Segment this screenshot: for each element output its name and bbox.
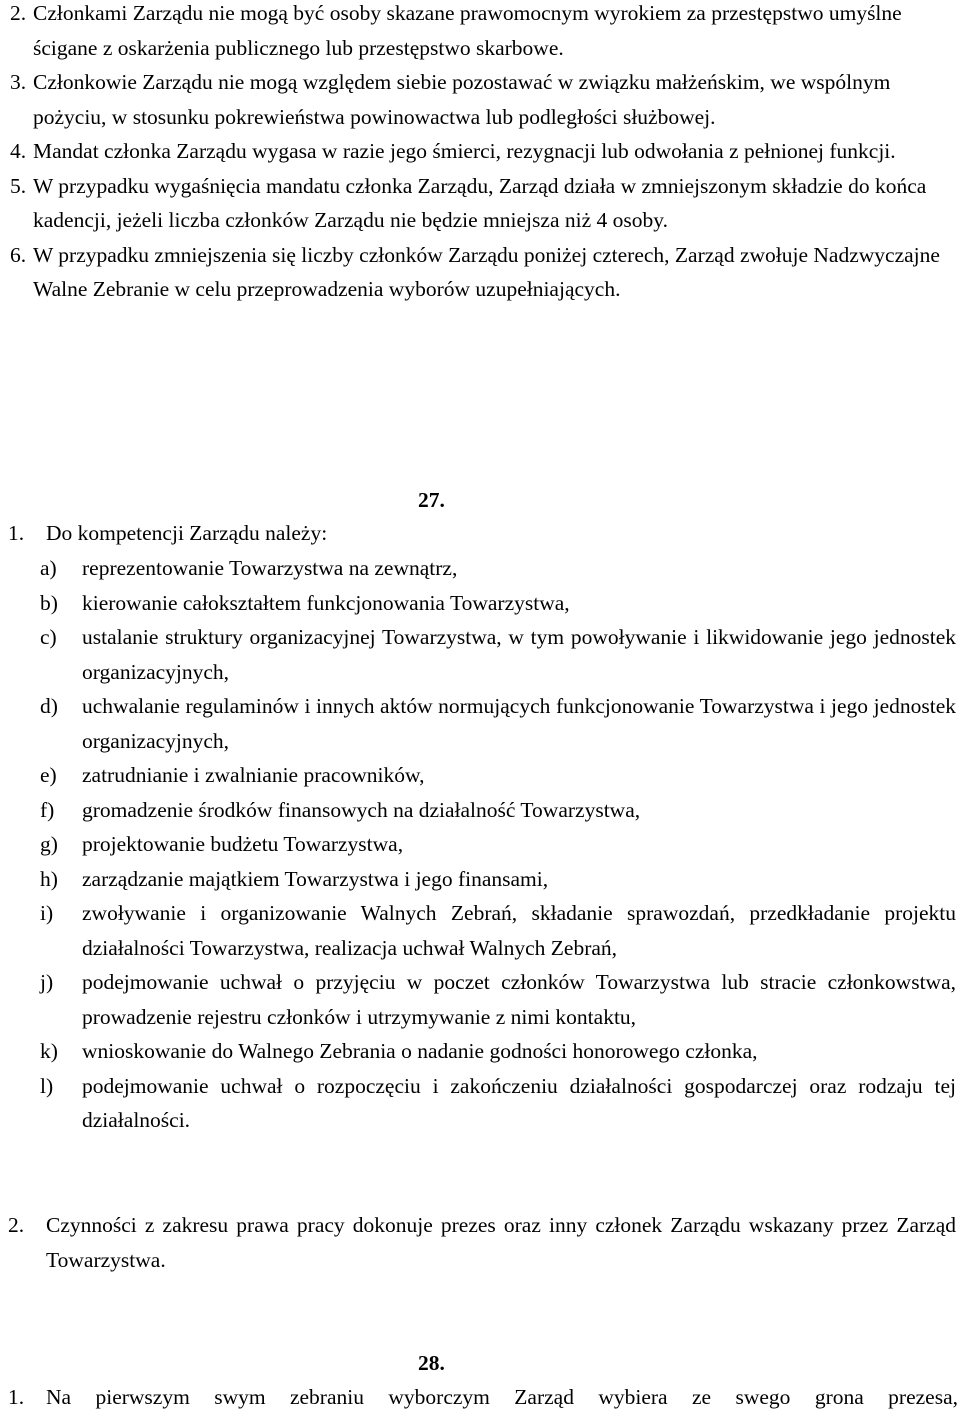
competence-list xyxy=(40,551,956,1138)
item-letter: j) xyxy=(40,970,54,994)
item-text: podejmowanie uchwał o rozpoczęciu i zakończeniu działalności gospodarczej oraz rodzaju tej działalności. xyxy=(82,1073,956,1132)
item-number: 3. xyxy=(10,70,27,94)
list-item xyxy=(40,689,956,758)
item-number: 5. xyxy=(10,173,27,198)
point-number: 2. xyxy=(8,1213,25,1237)
item-letter: h) xyxy=(40,866,58,891)
list-item xyxy=(40,896,956,965)
section-27-point-2 xyxy=(8,1208,956,1277)
list-item xyxy=(10,134,945,169)
item-text: zwoływanie i organizowanie Walnych Zebrań, składanie sprawozdań, przedkładanie projektu działalności Towarzystwa, realizacja uchwał Walnych Zebrań, xyxy=(82,901,956,960)
item-text: zatrudnianie i zwalnianie pracowników, xyxy=(82,763,425,787)
point-number: 1. xyxy=(8,1385,25,1409)
item-text: ustalanie struktury organizacyjnej Towarzystwa, w tym powoływanie i likwidowanie jego jednostek organizacyjnych, xyxy=(82,625,956,684)
item-text: kierowanie całokształtem funkcjonowania Towarzystwa, xyxy=(82,590,570,615)
item-letter: d) xyxy=(40,694,58,718)
list-item xyxy=(40,586,956,621)
item-letter: k) xyxy=(40,1039,58,1063)
item-text: podejmowanie uchwał o przyjęciu w poczet członków Towarzystwa lub stracie członkowstwa, prowadzenie rejestru członków i utrzymywanie z nimi kontaktu, xyxy=(82,970,956,1029)
item-number: 4. xyxy=(10,139,27,163)
paragraph-point xyxy=(8,1208,956,1277)
item-text: Członkowie Zarządu nie mogą względem siebie pozostawać w związku małżeńskim, we wspólnym pożyciu, w stosunku pokrewieństwa powinowactwa lub podległości służbowej. xyxy=(33,70,891,129)
item-text: zarządzanie majątkiem Towarzystwa i jego finansami, xyxy=(82,866,549,891)
item-text: uchwalanie regulaminów i innych aktów normujących funkcjonowanie Towarzystwa i jego jednostek organizacyjnych, xyxy=(82,694,956,753)
section-28-point-1 xyxy=(8,1380,958,1415)
item-letter: e) xyxy=(40,763,57,787)
list-item xyxy=(10,238,945,307)
paragraph-point xyxy=(8,1380,958,1415)
paragraph-point xyxy=(8,516,948,551)
item-text: Mandat członka Zarządu wygasa w razie jego śmierci, rezygnacji lub odwołania z pełnionej funkcji. xyxy=(33,139,896,163)
point-number: 1. xyxy=(8,521,25,545)
item-text: W przypadku zmniejszenia się liczby członków Zarządu poniżej czterech, Zarząd zwołuje Nadzwyczajne Walne Zebranie w celu przeprowadzenia wyborów uzupełniających. xyxy=(33,242,940,301)
item-letter: a) xyxy=(40,556,57,580)
list-item xyxy=(40,862,956,897)
list-item xyxy=(10,0,945,65)
list-item xyxy=(10,169,945,238)
item-letter: g) xyxy=(40,832,58,856)
top-numbered-list xyxy=(10,0,945,307)
list-item xyxy=(40,758,956,793)
item-number: 2. xyxy=(10,1,27,25)
section-heading-27: 27. xyxy=(418,488,445,512)
list-item xyxy=(40,1034,956,1069)
point-text: Czynności z zakresu prawa pracy dokonuje prezes oraz inny członek Zarządu wskazany przez Zarząd Towarzystwa. xyxy=(46,1213,956,1272)
list-item xyxy=(40,551,956,586)
list-item xyxy=(40,793,956,828)
section-heading-28: 28. xyxy=(418,1351,445,1375)
list-item xyxy=(40,965,956,1034)
list-item xyxy=(10,65,945,134)
item-letter: f) xyxy=(40,797,55,822)
list-item xyxy=(40,620,956,689)
item-letter: b) xyxy=(40,590,58,615)
item-text: W przypadku wygaśnięcia mandatu członka Zarządu, Zarząd działa w zmniejszonym składzie do końca kadencji, jeżeli liczba członków Zarządu nie będzie mniejsza niż 4 osoby. xyxy=(33,173,927,232)
point-text: Do kompetencji Zarządu należy: xyxy=(46,521,328,545)
item-text: projektowanie budżetu Towarzystwa, xyxy=(82,832,404,856)
item-text: gromadzenie środków finansowych na działalność Towarzystwa, xyxy=(82,797,641,822)
list-item xyxy=(40,827,956,862)
item-text: reprezentowanie Towarzystwa na zewnątrz, xyxy=(82,556,458,580)
item-letter: l) xyxy=(40,1073,54,1098)
section-27-point-1 xyxy=(8,516,948,551)
item-number: 6. xyxy=(10,242,27,267)
item-letter: i) xyxy=(40,901,54,925)
item-letter: c) xyxy=(40,625,57,649)
list-item xyxy=(40,1069,956,1138)
item-text: Członkami Zarządu nie mogą być osoby skazane prawomocnym wyrokiem za przestępstwo umyślne ścigane z oskarżenia publicznego lub przestępstwo skarbowe. xyxy=(33,1,902,60)
item-text: wnioskowanie do Walnego Zebrania o nadanie godności honorowego członka, xyxy=(82,1039,758,1063)
point-text: Na pierwszym swym zebraniu wyborczym Zarząd wybiera ze swego grona prezesa, xyxy=(46,1385,958,1409)
